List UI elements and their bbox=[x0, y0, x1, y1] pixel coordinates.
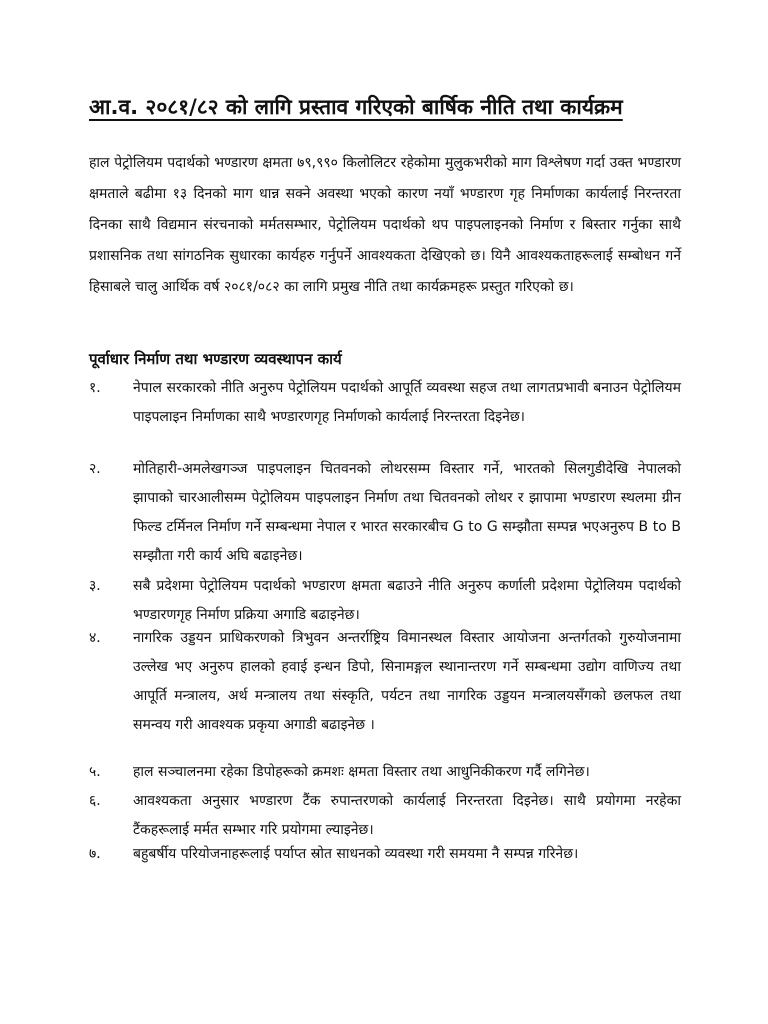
list-item bbox=[89, 374, 681, 432]
list-item-number: १. bbox=[89, 380, 101, 396]
list-item-number: २. bbox=[89, 461, 101, 477]
list-item-text: सबै प्रदेशमा पेट्रोलियम पदार्थको भण्डारण क्षमता बढाउने नीति अनुरुप कर्णाली प्रदेशमा पेट्रोलियम पदार्थको भण्डारणगृह निर्माण प्रक्रिया अगाडि बढाइनेछ। bbox=[133, 578, 681, 623]
list-item-number: ४. bbox=[89, 630, 101, 646]
list-item-text: बहुबर्षीय परियोजनाहरूलाई पर्याप्त स्रोत साधनको व्यवस्था गरी समयमा नै सम्पन्न गरिनेछ। bbox=[133, 846, 579, 862]
list-item bbox=[89, 840, 681, 869]
list-item-text: नागरिक उड्डयन प्राधिकरणको त्रिभुवन अन्तर्राष्ट्रिय विमानस्थल विस्तार आयोजना अन्तर्गतको गुरुयोजनामा उल्लेख भए अनुरुप हालको हवाई इन्धन डिपो, सिनामङ्गल स्थानान्तरण गर्ने सम्बन्धमा उद्योग वाणिज्य तथा आपूर्ति मन्त्रालय, अर्थ मन्त्रालय तथा संस्कृति, पर्यटन तथा नागरिक उड्डयन मन्त्रालयसँगको छलफल तथा समन्वय गरी आवश्यक प्रकृया अगाडी बढाइनेछ । bbox=[133, 630, 681, 733]
list-item bbox=[89, 787, 681, 845]
list-item-text: आवश्यकता अनुसार भण्डारण टैंक रुपान्तरणको कार्यलाई निरन्तरता दिइनेछ। साथै प्रयोगमा नरहेका टैंकहरूलाई मर्मत सम्भार गरि प्रयोगमा ल्याइनेछ। bbox=[133, 793, 681, 838]
section-heading: पूर्वाधार निर्माण तथा भण्डारण व्यवस्थापन कार्य bbox=[89, 350, 342, 368]
document-title: आ.व. २०८१/८२ को लागि प्रस्ताव गरिएको बार्षिक नीति तथा कार्यक्रम bbox=[89, 95, 623, 119]
list-item bbox=[89, 455, 681, 571]
list-item bbox=[89, 572, 681, 630]
list-item-number: ५. bbox=[89, 764, 101, 780]
list-item bbox=[89, 624, 681, 740]
list-item-number: ३. bbox=[89, 578, 101, 594]
list-item-text: मोतिहारी-अमलेखगञ्ज पाइपलाइन चितवनको लोथरसम्म विस्तार गर्ने, भारतको सिलगुडीदेखि नेपालको झापाको चारआलीसम्म पेट्रोलियम पाइपलाइन निर्माण तथा चितवनको लोथर र झापामा भण्डारण स्थलमा ग्रीन फिल्ड टर्मिनल निर्माण गर्ने सम्बन्धमा नेपाल र भारत सरकारबीच G to G सम्झौता सम्पन्न भएअनुरुप B to B सम्झौता गरी कार्य अघि बढाइनेछ। bbox=[133, 461, 681, 564]
list-item-number: ६. bbox=[89, 793, 101, 809]
intro-paragraph: हाल पेट्रोलियम पदार्थको भण्डारण क्षमता ७९,९९० किलोलिटर रहेकोमा मुलुकभरीको माग विश्लेषण गर्दा उक्त भण्डारण क्षमताले बढीमा १३ दिनको माग धान्न सक्ने अवस्था भएको कारण नयाँ भण्डारण गृह निर्माणका कार्यलाई निरन्तरता दिनका साथै विद्यमान संरचनाको मर्मतसम्भार, पेट्रोलियम पदार्थको थप पाइपलाइनको निर्माण र बिस्तार गर्नुका साथै प्रशासनिक तथा सांगठनिक सुधारका कार्यहरु गर्नुपर्ने आवश्यकता देखिएको छ। यिनै आवश्यकताहरूलाई सम्बोधन गर्ने हिसाबले चालु आर्थिक वर्ष २०८१/०८२ का लागि प्रमुख नीति तथा कार्यक्रमहरू प्रस्तुत गरिएको छ। bbox=[89, 155, 681, 295]
list-item-text: हाल सञ्चालनमा रहेका डिपोहरूको क्रमशः क्षमता विस्तार तथा आधुनिकीकरण गर्दै लगिनेछ। bbox=[133, 764, 590, 780]
list-item bbox=[89, 758, 681, 787]
list-item-text: नेपाल सरकारको नीति अनुरुप पेट्रोलियम पदार्थको आपूर्ति व्यवस्था सहज तथा लागतप्रभावी बनाउन पेट्रोलियम पाइपलाइन निर्माणका साथै भण्डारणगृह निर्माणको कार्यलाई निरन्तरता दिइनेछ। bbox=[133, 380, 681, 425]
list-item-number: ७. bbox=[89, 846, 101, 862]
